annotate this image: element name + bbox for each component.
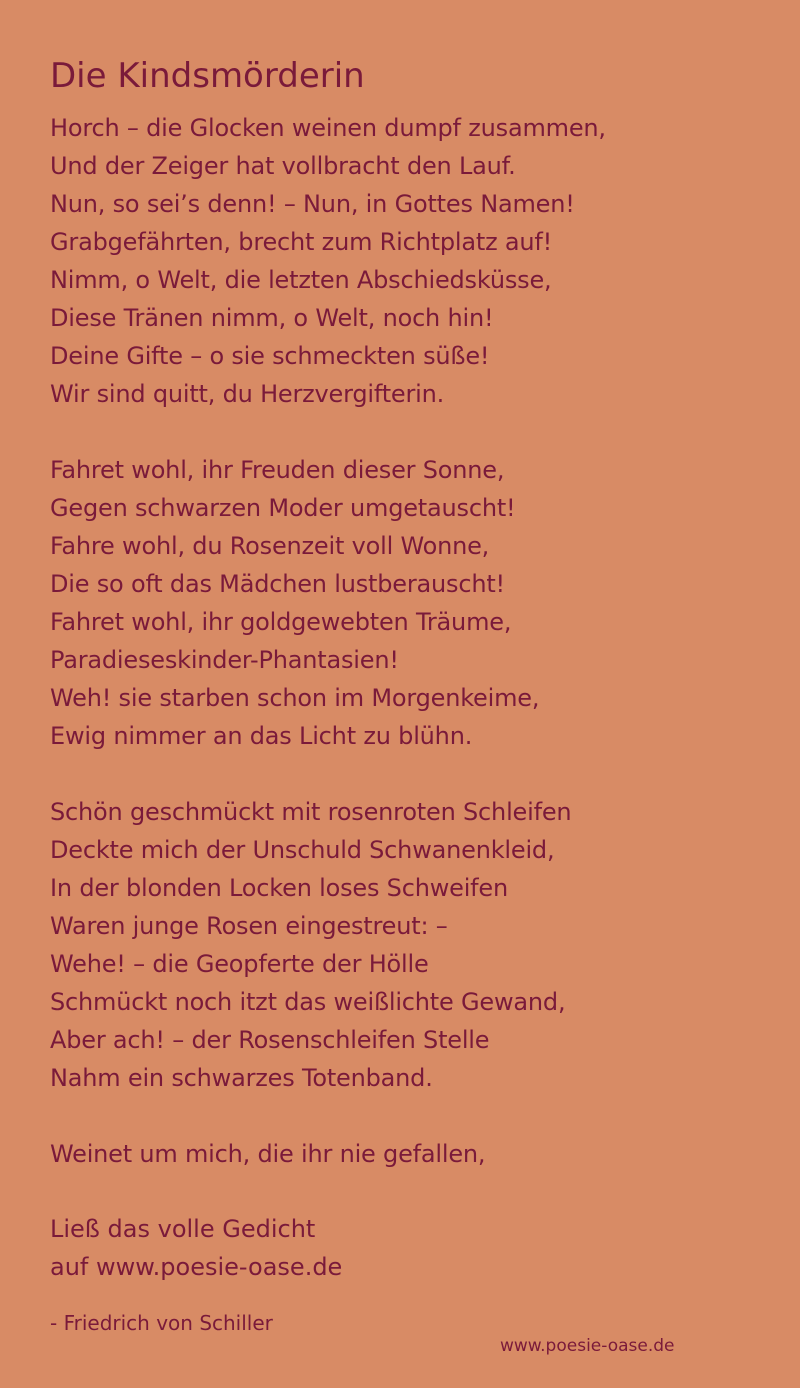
verse-line: Weinet um mich, die ihr nie gefallen, <box>50 1140 486 1168</box>
verse-line: Gegen schwarzen Moder umgetauscht! <box>50 494 516 522</box>
verse-line: Die so oft das Mädchen lustberauscht! <box>50 570 505 598</box>
stanza <box>50 451 790 755</box>
poem-body <box>50 109 790 1211</box>
read-more-line: auf www.poesie-oase.de <box>50 1253 343 1281</box>
verse-line: Und der Zeiger hat vollbracht den Lauf. <box>50 152 516 180</box>
poem-title: Die Kindsmörderin <box>50 56 365 96</box>
stanza <box>50 793 790 1097</box>
verse-line: Ewig nimmer an das Licht zu blühn. <box>50 722 473 750</box>
author-credit: - Friedrich von Schiller <box>50 1311 273 1335</box>
stanza <box>50 109 790 413</box>
read-more-note <box>50 1210 342 1286</box>
verse-line: Deine Gifte – o sie schmeckten süße! <box>50 342 490 370</box>
verse-line: Wehe! – die Geopferte der Hölle <box>50 950 429 978</box>
verse-line: Grabgefährten, brecht zum Richtplatz auf! <box>50 228 553 256</box>
verse-line: Fahret wohl, ihr goldgewebten Träume, <box>50 608 512 636</box>
verse-line: In der blonden Locken loses Schweifen <box>50 874 509 902</box>
verse-line: Waren junge Rosen eingestreut: – <box>50 912 448 940</box>
verse-line: Nimm, o Welt, die letzten Abschiedsküsse, <box>50 266 552 294</box>
verse-line: Wir sind quitt, du Herzvergifterin. <box>50 380 445 408</box>
verse-line: Weh! sie starben schon im Morgenkeime, <box>50 684 540 712</box>
verse-line: Fahre wohl, du Rosenzeit voll Wonne, <box>50 532 490 560</box>
verse-line: Nun, so sei’s denn! – Nun, in Gottes Namen! <box>50 190 575 218</box>
stanza <box>50 1135 790 1173</box>
read-more-line: Ließ das volle Gedicht <box>50 1215 316 1243</box>
verse-line: Fahret wohl, ihr Freuden dieser Sonne, <box>50 456 505 484</box>
verse-line: Paradieseskinder-Phantasien! <box>50 646 399 674</box>
verse-line: Diese Tränen nimm, o Welt, noch hin! <box>50 304 494 332</box>
verse-line: Schmückt noch itzt das weißlichte Gewand, <box>50 988 566 1016</box>
verse-line: Nahm ein schwarzes Totenband. <box>50 1064 433 1092</box>
verse-line: Aber ach! – der Rosenschleifen Stelle <box>50 1026 490 1054</box>
verse-line: Horch – die Glocken weinen dumpf zusammen, <box>50 114 606 142</box>
verse-line: Schön geschmückt mit rosenroten Schleifen <box>50 798 572 826</box>
footer-website-url: www.poesie-oase.de <box>500 1336 675 1356</box>
verse-line: Deckte mich der Unschuld Schwanenkleid, <box>50 836 555 864</box>
